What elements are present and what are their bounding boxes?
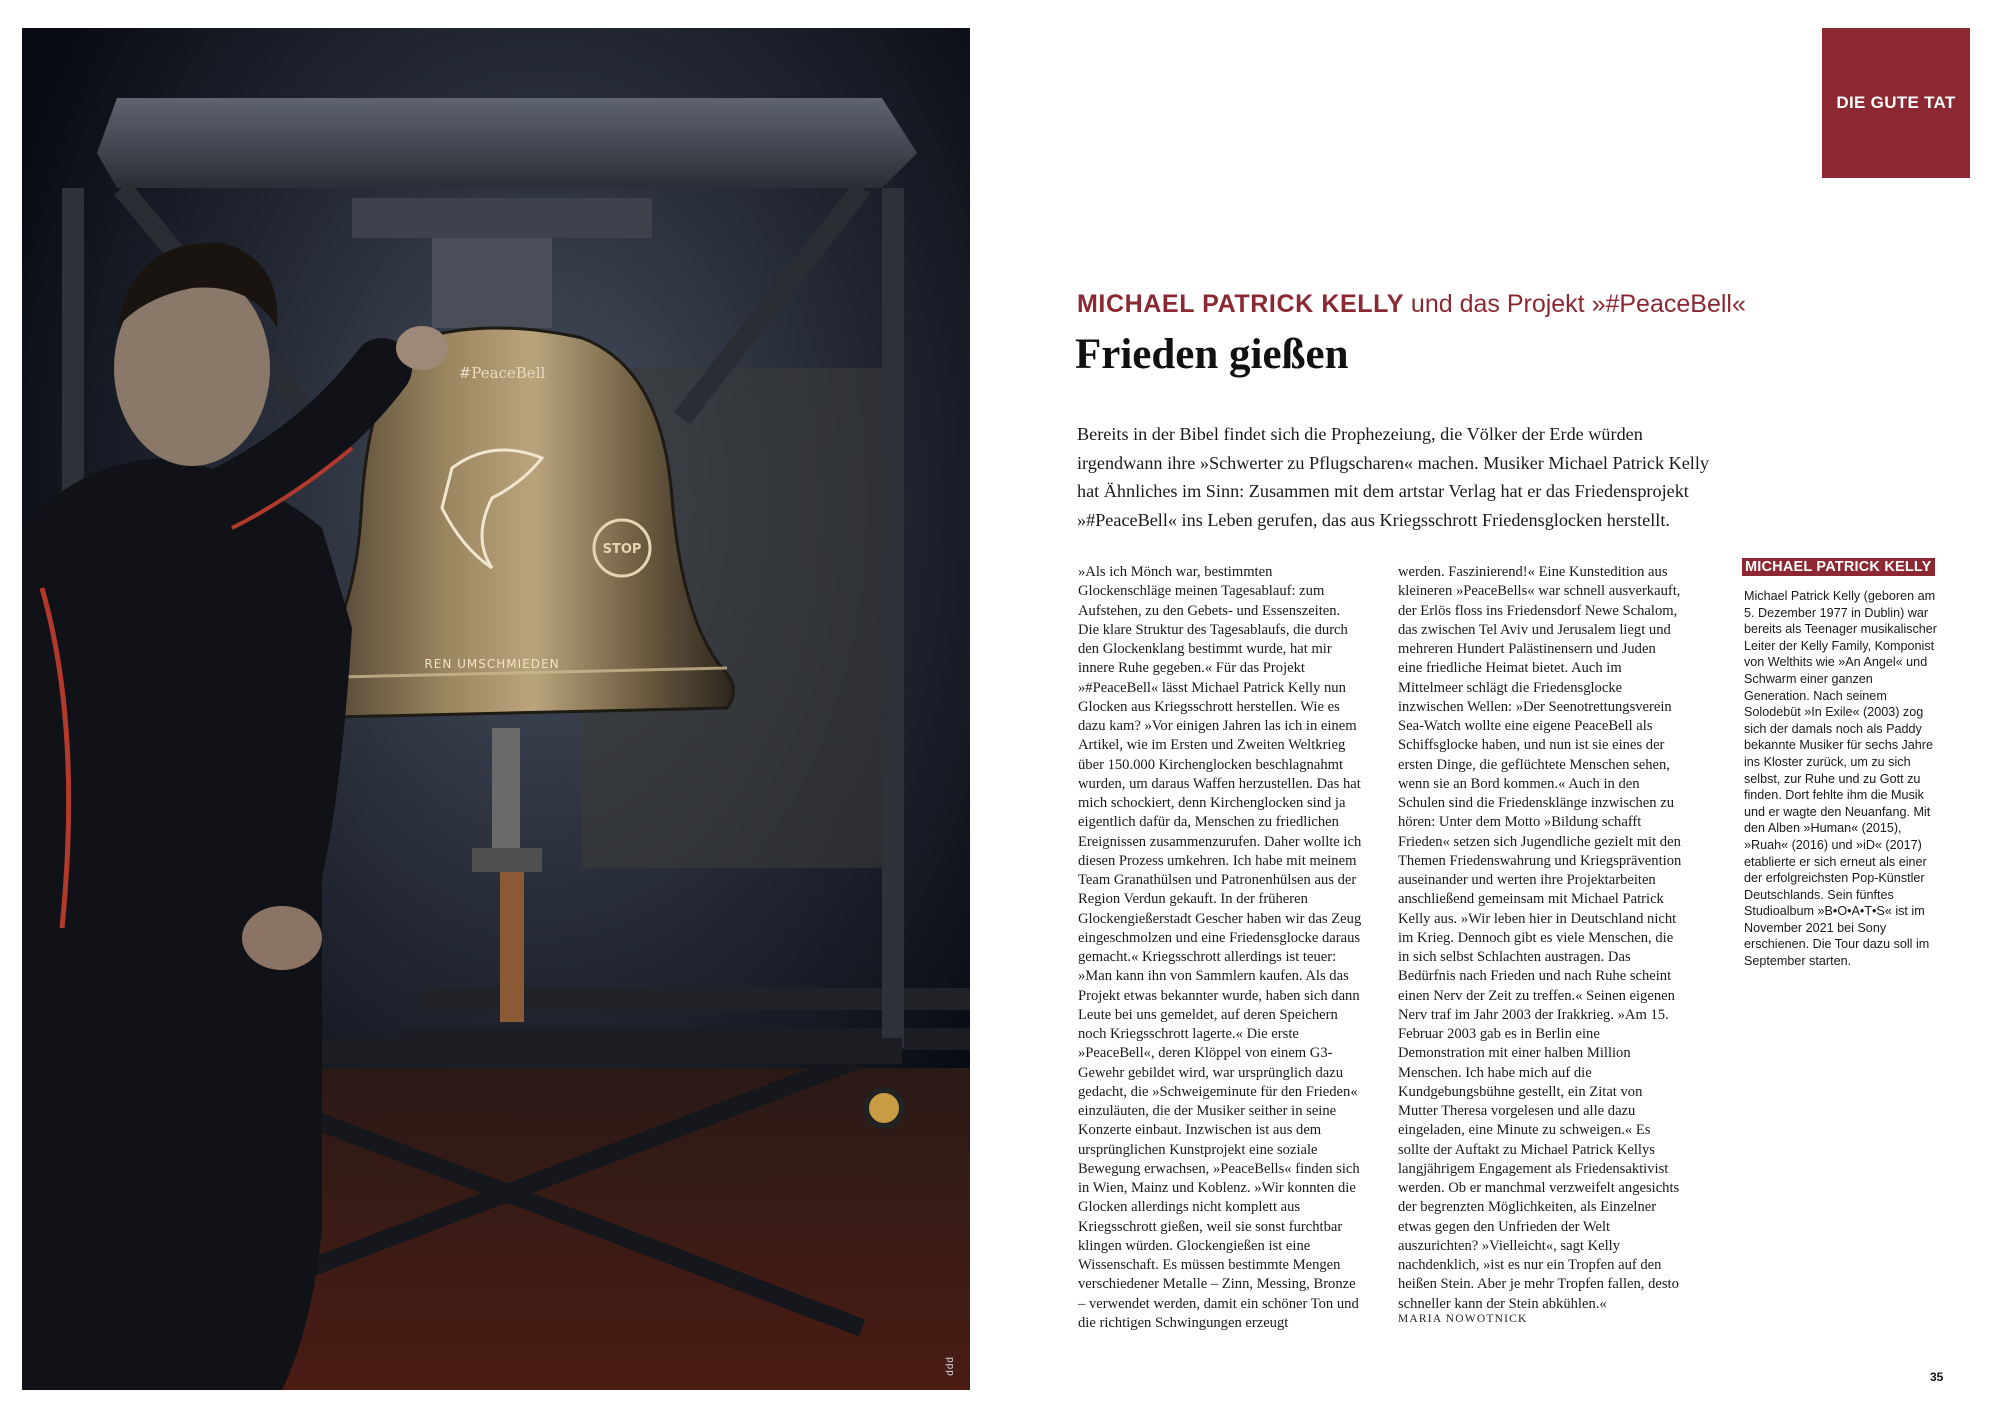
photo-illustration xyxy=(22,28,970,1390)
article-column-2: werden. Faszinierend!« Eine Kunstedition aus kleineren »PeaceBells« war schnell ausverkauft, der Erlös floss ins Friedensdorf Newe Schalom, das zwischen Tel Aviv und Jerusalem liegt und mehreren Hundert Palästinensern und Juden eine friedliche Heimat bietet. Auch im Mittelmeer schlägt die Friedensglocke inzwischen Wellen: »Der Seenotrettungsverein Sea-Watch wollte eine eigene PeaceBell als Schiffsglocke haben, und nun ist sie eines der ersten Dinge, die geflüchtete Menschen sehen, wenn sie an Bord kommen.« Auch in den Schulen sind die Friedensklänge inzwischen zu hören: Unter dem Motto »Bildung schafft Frieden« setzen sich Jugendliche gezielt mit den Themen Friedenswahrung und Kriegsprävention auseinander und werten ihre Projektarbeiten anschließend gemeinsam mit Michael Patrick Kelly aus. »Wir leben hier in Deutschland nicht im Krieg. Dennoch gibt es viele Menschen, die in sich selbst Schlachten austragen. Das Bedürfnis nach Frieden und nach Ruhe scheint einen Nerv der Zeit zu treffen.« Seinen eigenen Nerv traf im Jahr 2003 der Irakkrieg. »Am 15. Februar 2003 gab es in Berlin eine Demonstration mit einer halben Million Menschen. Ich habe mich auf die Kundgebungsbühne gestellt, ein Zitat von Mutter Theresa vorgelesen und alle dazu eingeladen, eine Minute zu schweigen.« Es sollte der Auftakt zu Michael Patrick Kellys langjährigem Engagement als Friedensaktivist werden. Ob er manchmal verzweifelt angesichts der begrenzten Möglichkeiten, als Einzelner etwas gegen den Unfrieden der Welt auszurichten? »Vielleicht«, sagt Kelly nachdenklich, »ist es nur ein Tropfen auf den heißen Stein. Aber je mehr Tropfen fallen, desto schneller kann der Stein abkühlen.« xyxy=(1398,564,1682,1312)
feature-photo xyxy=(22,28,970,1390)
page-number: 35 xyxy=(1930,1370,1944,1384)
svg-text:#PeaceBell: #PeaceBell xyxy=(458,364,546,382)
svg-text:STOP: STOP xyxy=(602,542,642,557)
wheel-right xyxy=(866,1090,902,1126)
sidebar-title: MICHAEL PATRICK KELLY xyxy=(1742,558,1935,576)
author-byline: MARIA NOWOTNICK xyxy=(1398,1313,1528,1325)
kicker xyxy=(1077,290,1897,319)
lower-hand xyxy=(242,906,322,970)
raised-hand xyxy=(396,326,448,370)
photo-credit: ddd xyxy=(945,1356,956,1376)
kicker-rest: und das Projekt »#PeaceBell« xyxy=(1403,290,1746,318)
section-badge: DIE GUTE TAT xyxy=(1822,28,1970,178)
sidebar-bio: Michael Patrick Kelly (geboren am 5. Dezember 1977 in Dublin) war bereits als Teenager musikalischer Leiter der Kelly Family, Komponist von Welthits wie »An Angel« und Schwarm einer ganzen Generation. Nach seinem Solodebüt »In Exile« (2003) zog sich der damals noch als Paddy bekannte Musiker für sechs Jahre ins Kloster zurück, um zu sich selbst, zur Ruhe und zu Gott zu finden. Dort fehlte ihm die Musik und er wagte den Neuanfang. Mit den Alben »Human« (2015), »Ruah« (2016) und »iD« (2017) etablierte er sich erneut als einer der erfolgreichsten Pop-Künstler Deutschlands. Sein fünftes Studioalbum »B•O•A•T•S« ist im November 2021 bei Sony erschienen. Die Tour dazu soll im September starten. xyxy=(1744,589,1937,969)
kicker-name: MICHAEL PATRICK KELLY xyxy=(1077,290,1404,318)
svg-text:REN UMSCHMIEDEN: REN UMSCHMIEDEN xyxy=(424,657,560,671)
article-column-1: »Als ich Mönch war, bestimmten Glockenschläge meinen Tagesablauf: zum Aufstehen, zu den Gebets- und Essenszeiten. Die klare Struktur des Tagesablaufs, die durch den Glockenklang bestimmt wurde, hat mir innere Ruhe gegeben.« Für das Projekt »#PeaceBell« lässt Michael Patrick Kelly nun Glocken aus Kriegsschrott herstellen. Wie es dazu kam? »Vor einigen Jahren las ich in einem Artikel, wie im Ersten und Zweiten Weltkrieg über 150.000 Kirchenglocken beschlagnahmt wurden, um daraus Waffen herzustellen. Das hat mich schockiert, denn Kirchenglocken sind ja eigentlich dafür da, Menschen zu friedlichen Ereignissen zusammenzurufen. Daher wollte ich diesen Prozess umkehren. Ich habe mit meinem Team Granathülsen und Patronenhülsen aus der Region Verdun gekauft. In der früheren Glockengießerstadt Gescher haben wir das Zeug eingeschmolzen und eine Friedensglocke daraus gemacht.« Kriegsschrott allerdings ist teuer: »Man kann ihn von Sammlern kaufen. Als das Projekt etwas bekannter wurde, haben sich dann Leute bei uns gemeldet, auf deren Speichern noch Kriegsschrott lagerte.« Die erste »PeaceBell«, deren Klöppel von einem G3-Gewehr gebildet wird, war ursprünglich dazu gedacht, die »Schweigeminute für den Frieden« einzuläuten, die der Musiker seither in seine Konzerte einbaut. Inzwischen ist aus dem ursprünglichen Kunstprojekt eine soziale Bewegung erwachsen, »PeaceBells« finden sich in Wien, Mainz und Koblenz. »Wir konnten die Glocken allerdings nicht komplett aus Kriegsschrott gießen, weil sie sonst furchtbar klingen würden. Glockengießen ist eine Wissenschaft. Es müssen bestimmte Mengen verschiedener Metalle – Zinn, Messing, Bronze – verwendet werden, damit ein schöner Ton und die richtigen Schwingungen erzeugt xyxy=(1078,564,1362,1331)
headline: Frieden gießen xyxy=(1075,331,1349,378)
lead-paragraph: Bereits in der Bibel findet sich die Prophezeiung, die Völker der Erde würden irgendwann ihre »Schwerter zu Pflugscharen« machen. Musiker Michael Patrick Kelly hat Ähnliches im Sinn: Zusammen mit dem artstar Verlag hat er das Friedensprojekt »#PeaceBell« ins Leben gerufen, das aus Kriegsschrott Friedensglocken herstellt. xyxy=(1077,424,1709,530)
